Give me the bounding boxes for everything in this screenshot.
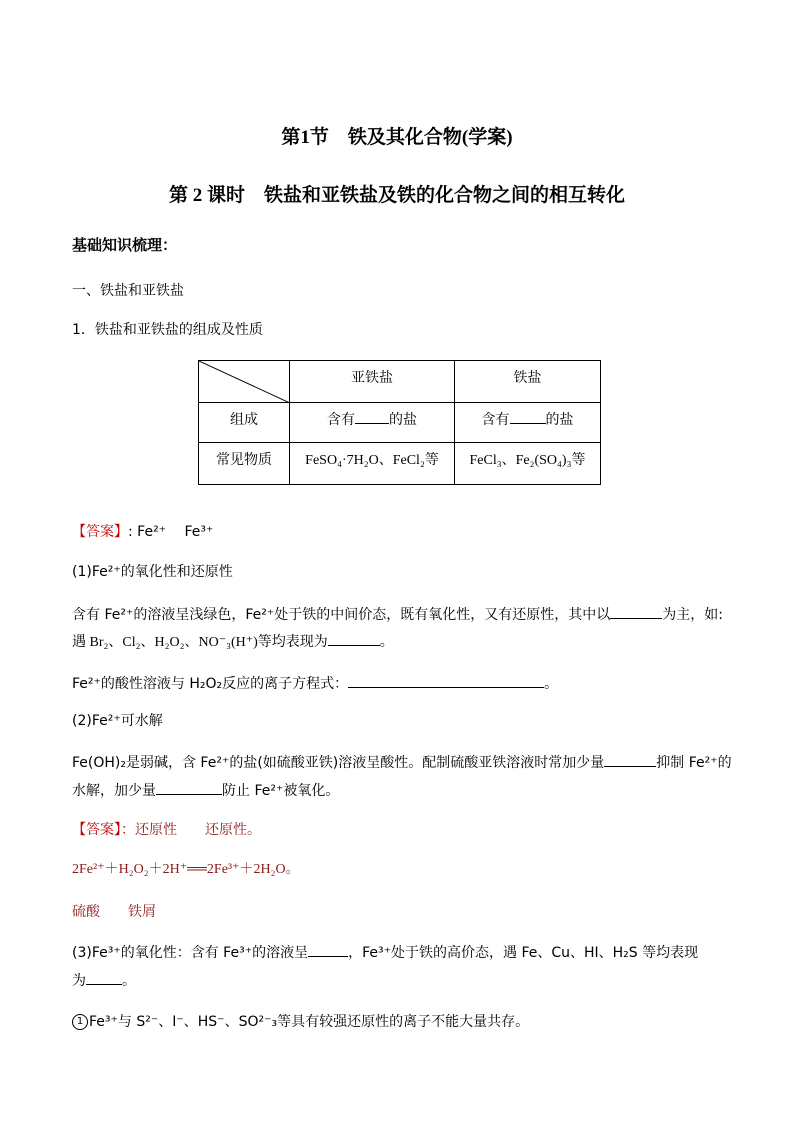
table-cell: FeSO₄·7H₂O、FeCl₂等 [290, 443, 455, 485]
salt-comparison-table [198, 360, 601, 485]
table-row-label: 组成 [199, 403, 290, 443]
table-corner-cell [199, 361, 290, 403]
answer-blank[interactable] [355, 409, 389, 424]
answer-blank[interactable] [156, 780, 222, 795]
paragraph-line [72, 604, 723, 625]
answer-blank[interactable] [348, 673, 544, 688]
table-cell: FeCl₃、Fe₂(SO₄)₃等 [455, 443, 601, 485]
text: (3)Fe³⁺的氧化性：含有 Fe³⁺的溶液呈 [72, 945, 309, 961]
answer-text: : Fe²⁺ Fe³⁺ [128, 524, 214, 540]
text: 为 [72, 973, 86, 989]
cell-text: 含有 [481, 412, 510, 428]
lesson-subtitle: 第 2 课时 铁盐和亚铁盐及铁的化合物之间的相互转化 [168, 185, 625, 206]
item-number: 1 [72, 1014, 88, 1030]
answer-line [72, 522, 213, 542]
text: 遇 Br₂、Cl₂、H₂O₂、NO⁻₃(H⁺)等均表现为 [72, 635, 328, 650]
paragraph-title: (2)Fe²⁺可水解 [72, 713, 163, 729]
answer-blank[interactable] [604, 752, 656, 767]
table-cell [290, 403, 455, 443]
cell-text: 含有 [327, 412, 355, 428]
cell-text: 的盐 [545, 412, 574, 428]
text: 。 [122, 973, 136, 989]
paragraph-line [72, 673, 558, 694]
answer-blank[interactable] [86, 970, 122, 985]
text: 水解，加少量 [72, 783, 156, 799]
answer-blank[interactable] [610, 604, 662, 619]
text: ，Fe³⁺处于铁的高价态，遇 Fe、Cu、HI、H₂S 等均表现 [348, 945, 699, 961]
text: Fe²⁺的酸性溶液与 H₂O₂反应的离子方程式： [72, 676, 349, 692]
answer-words: 硫酸 铁屑 [72, 904, 156, 920]
answer-blank[interactable] [308, 942, 348, 957]
paragraph-line [72, 752, 732, 773]
table-cell [455, 403, 601, 443]
paragraph-line [72, 970, 136, 991]
text: 。 [379, 634, 394, 650]
table-header-ferric: 铁盐 [455, 361, 601, 403]
text: 含有 Fe²⁺的溶液呈浅绿色，Fe²⁺处于铁的中间价态，既有氧化性，又有还原性，其中以 [72, 607, 611, 623]
list-item [72, 1012, 529, 1032]
text: Fe³⁺与 S²⁻、I⁻、HS⁻、SO²⁻₃等具有较强还原性的离子不能大量共存。 [89, 1014, 530, 1030]
answer-line [72, 820, 261, 840]
table-header-ferrous: 亚铁盐 [290, 361, 455, 403]
paragraph-line [72, 780, 339, 801]
answer-text: ：还原性 还原性。 [121, 822, 261, 838]
paragraph-title: (1)Fe²⁺的氧化性和还原性 [72, 564, 233, 580]
paragraph-line [72, 942, 698, 963]
text: 防止 Fe²⁺被氧化。 [222, 783, 340, 799]
answer-label: 【答案】 [72, 524, 128, 540]
text: 为主，如: [662, 607, 723, 623]
cell-text: 的盐 [389, 412, 417, 428]
answer-blank[interactable] [510, 409, 546, 424]
paragraph-line [72, 631, 394, 653]
diagonal-line [199, 361, 290, 403]
text: Fe(OH)₂是弱碱，含 Fe²⁺的盐(如硫酸亚铁)溶液呈酸性。配制硫酸亚铁溶液时常加少量 [72, 755, 605, 771]
text: 。 [544, 676, 559, 692]
text: 抑制 Fe²⁺的 [656, 755, 732, 771]
document-title: 第1节 铁及其化合物(学案) [281, 127, 513, 148]
section-title: 一、铁盐和亚铁盐 [72, 283, 184, 299]
answer-equation: 2Fe²⁺＋H₂O₂＋2H⁺══2Fe³⁺＋2H₂O。 [72, 862, 300, 877]
table-row-label: 常见物质 [199, 443, 290, 485]
subsection-title: 1．铁盐和亚铁盐的组成及性质 [72, 322, 263, 338]
answer-blank[interactable] [328, 631, 380, 646]
section-heading: 基础知识梳理： [72, 238, 178, 254]
answer-label: 【答案】 [72, 822, 121, 838]
